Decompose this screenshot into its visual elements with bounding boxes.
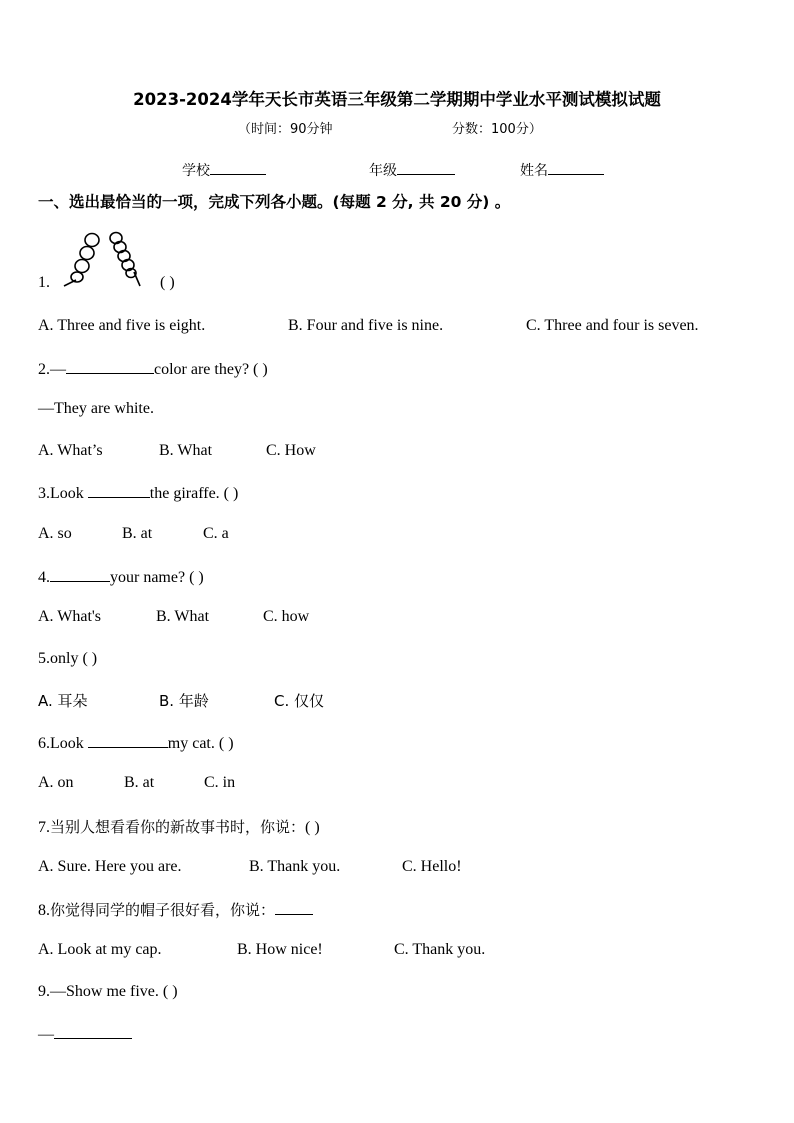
q2-blank[interactable]: [66, 359, 154, 374]
q6-option-a[interactable]: A. on: [38, 774, 74, 791]
grade-field: [369, 160, 455, 180]
q3-option-c[interactable]: C. a: [203, 525, 229, 542]
skewer-ball: [75, 260, 89, 273]
skewer-ball: [71, 272, 83, 282]
q5-option-a[interactable]: A. 耳朵: [38, 692, 88, 710]
q4-blank[interactable]: [50, 567, 110, 582]
q6-option-b[interactable]: B. at: [124, 774, 155, 791]
q7-option-a[interactable]: A. Sure. Here you are.: [38, 858, 182, 875]
q9-stem: 9.—Show me five. ( ): [38, 983, 178, 1000]
q5-option-b[interactable]: B. 年龄: [159, 692, 209, 710]
q4-stem: [38, 567, 204, 587]
q3-option-b[interactable]: B. at: [122, 525, 153, 542]
q7-option-b[interactable]: B. Thank you.: [249, 858, 341, 875]
q9-response: [38, 1024, 132, 1044]
q6-number: 6.Look: [38, 735, 84, 752]
name-field: [520, 160, 604, 180]
q2-option-a[interactable]: A. What’s: [38, 442, 103, 459]
q5-option-c[interactable]: C. 仅仅: [274, 692, 325, 710]
q2-stem: [38, 359, 268, 379]
q1-option-b[interactable]: B. Four and five is nine.: [288, 317, 444, 334]
school-blank[interactable]: [210, 173, 266, 175]
school-label: 学校: [182, 163, 210, 179]
q2-response: —They are white.: [38, 400, 154, 417]
q9-blank[interactable]: [54, 1024, 132, 1039]
q1-number: 1.: [38, 274, 50, 291]
skewer-stick-right: [134, 272, 140, 286]
q5-stem: 5.only ( ): [38, 650, 98, 667]
name-blank[interactable]: [548, 173, 604, 175]
exam-score: 分数：100分）: [452, 122, 542, 137]
q8-number: 8.: [38, 902, 50, 919]
q6-stem: [38, 733, 234, 753]
name-label: 姓名: [520, 163, 548, 179]
q4-option-a[interactable]: A. What's: [38, 608, 102, 625]
q8-stem: [38, 899, 313, 920]
grade-blank[interactable]: [397, 173, 455, 175]
q8-option-b[interactable]: B. How nice!: [237, 941, 323, 958]
q8-text: 你觉得同学的帽子很好看，你说：: [50, 901, 276, 919]
q7-text: 当别人想看看你的新故事书时，你说：: [50, 818, 306, 836]
q4-number: 4.: [38, 569, 50, 586]
q2-option-c[interactable]: C. How: [266, 442, 316, 459]
q3-text: the giraffe. ( ): [149, 485, 239, 502]
q7-option-c[interactable]: C. Hello!: [402, 858, 462, 875]
page-title: 2023-2024学年天长市英语三年级第二学期期中学业水平测试模拟试题: [133, 90, 661, 109]
q6-blank[interactable]: [88, 733, 168, 748]
q3-blank[interactable]: [88, 483, 150, 498]
q4-option-b[interactable]: B. What: [156, 608, 210, 625]
grade-label: 年级: [369, 163, 397, 179]
q7-answer-paren[interactable]: ( ): [305, 819, 320, 836]
q2-number: 2.—: [38, 361, 66, 378]
q2-text: color are they? ( ): [154, 361, 268, 378]
skewer-ball: [85, 234, 99, 247]
skewer-ball: [80, 247, 94, 260]
q3-stem: [38, 483, 238, 503]
q4-option-c[interactable]: C. how: [263, 608, 310, 625]
q8-option-c[interactable]: C. Thank you.: [394, 941, 486, 958]
skewers-image: [60, 228, 144, 292]
section-heading: 一、选出最恰当的一项，完成下列各小题。(每题 2 分, 共 20 分) 。: [38, 193, 511, 211]
q1-option-a[interactable]: A. Three and five is eight.: [38, 317, 206, 334]
q1-option-c[interactable]: C. Three and four is seven.: [526, 317, 699, 334]
q7-stem: [38, 816, 320, 837]
q8-blank[interactable]: [275, 900, 313, 915]
q7-number: 7.: [38, 819, 50, 836]
q3-number: 3.Look: [38, 485, 84, 502]
q2-option-b[interactable]: B. What: [159, 442, 213, 459]
q3-option-a[interactable]: A. so: [38, 525, 72, 542]
q4-text: your name? ( ): [110, 569, 204, 586]
school-field: [182, 160, 266, 180]
q6-text: my cat. ( ): [167, 735, 234, 752]
q9-dash: —: [38, 1026, 54, 1043]
q1-answer-paren[interactable]: ( ): [160, 274, 175, 291]
exam-time: （时间：90分钟: [238, 122, 333, 137]
q8-option-a[interactable]: A. Look at my cap.: [38, 941, 162, 958]
q6-option-c[interactable]: C. in: [204, 774, 236, 791]
